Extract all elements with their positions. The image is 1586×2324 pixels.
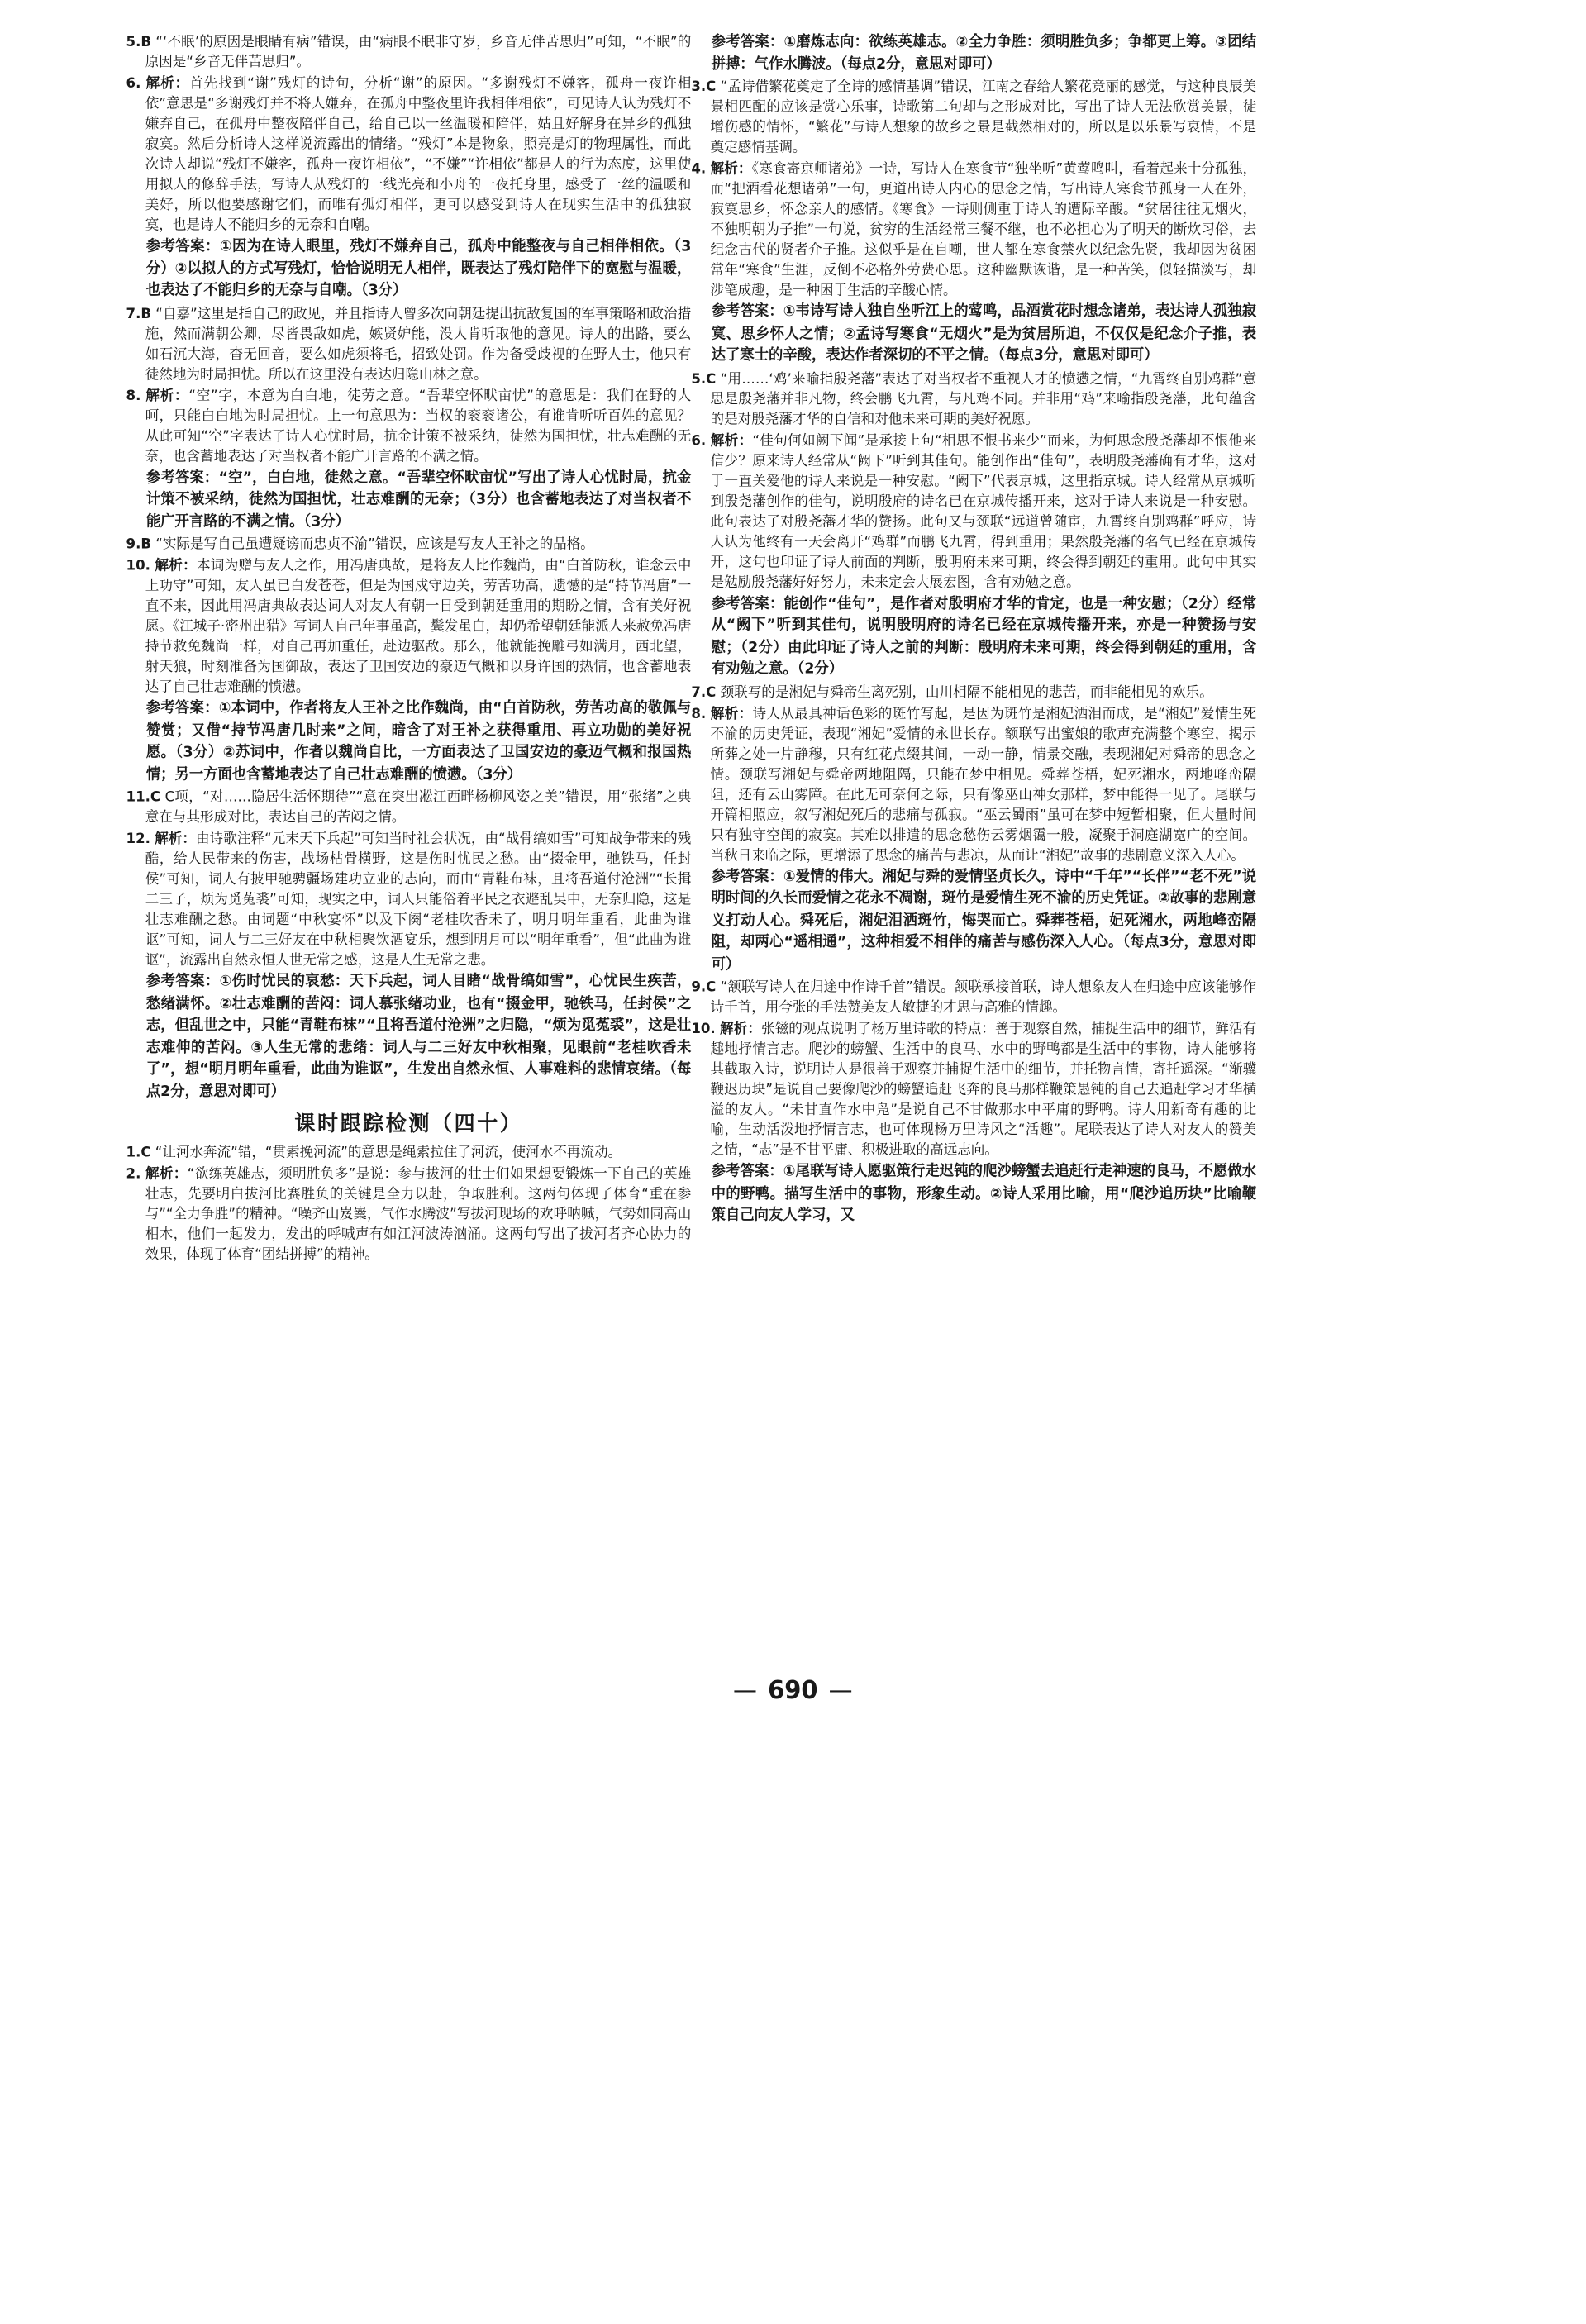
- question-item: [691, 430, 1256, 592]
- question-item: [691, 977, 1256, 1017]
- item-text: ①因为在诗人眼里，残灯不嫌弃自己，孤舟中能整夜与自己相伴相依。（3分）②以拟人的方式写残灯，恰恰说明无人相伴，既表达了残灯陪伴下的宽慰与温暖，也表达了不能归乡的无奈与自嘲。（3分）: [145, 238, 692, 299]
- item-label: 参考答案：: [711, 868, 783, 885]
- section-title: 课时跟踪检测（四十）: [294, 1112, 523, 1136]
- reference-answer: [126, 971, 692, 1102]
- item-label: 解析：: [710, 704, 753, 721]
- item-label: 解析：: [155, 556, 198, 574]
- item-number: 12.: [126, 829, 150, 847]
- item-number: 7.B: [126, 303, 151, 321]
- question-item: [126, 555, 692, 697]
- item-text: “让河水奔流”错，“贯索挽河流”的意思是绳索拉住了河流，使河水不再流动。: [155, 1143, 622, 1160]
- dash-decoration: —: [733, 1677, 757, 1706]
- item-text: ①磨炼志向：欲练英雄志。②全力争胜：须明胜负多；争都更上筹。③团结拼搏：气作水腾波。（每点2分，意思对即可）: [711, 33, 1257, 73]
- question-item: [126, 303, 692, 384]
- item-number: 2.: [126, 1164, 141, 1182]
- question-item: [126, 828, 692, 969]
- item-text: 诗人从最具神话色彩的斑竹写起，是因为斑竹是湘妃洒泪而成，是“湘妃”爱情生死不渝的历史凭证，表现“湘妃”爱情的永世长存。额联写出蜜娘的歌声充满整个寒空，揭示所葬之处一片静穆，只有红花点缀其间，一动一静，情景交融，表现湘妃对舜帝的思念之情。颈联写湘妃与舜帝两地阻隔，只能在梦中相见。舜葬苍梧，妃死湘水，两地峰峦隔阻，还有云山雾障。在此无可奈何之际，只有像巫山神女那样，梦中能得一见了。尾联与开篇相照应，叙写湘妃死后的悲痛与孤寂。“巫云蜀雨”虽可在梦中短暂相聚，但大量时间只有独守空闺的寂寞。其难以排遣的思念愁伤云雾烟霭一般，凝聚于洞庭湖宽广的空间。当秋日来临之际，更增添了思念的痛苦与悲凉，从而让“湘妃”故事的悲剧意义深入人心。: [710, 704, 1257, 863]
- item-number: 11.C: [126, 788, 161, 805]
- item-number: 7.C: [691, 683, 717, 700]
- item-text: ①尾联写诗人愿驱策行走迟钝的爬沙螃蟹去追赶行走神速的良马，不愿做水中的野鸭。描写生活中的事物，形象生动。②诗人采用比喻，用“爬沙追历块”比喻鞭策自己向友人学习，又: [711, 1163, 1257, 1225]
- question-item: [691, 703, 1256, 865]
- item-label: 解析：: [145, 1164, 188, 1182]
- item-number: 3.C: [691, 77, 717, 95]
- item-text: ①本词中，作者将友人王补之比作魏尚，由“白首防秋，劳苦功高的敬佩与赞赏；又借“持节冯唐几时来”之问，暗含了对王补之获得重用、再立功勋的美好祝愿。（3分）②苏词中，作者以魏尚自比，一方面表达了卫国安边的豪迈气概和报国热情；另一方面也含蓄地表达了自己壮志难酬的愤懑。（3分）: [145, 700, 692, 783]
- item-text: 能创作“佳句”，是作者对殷明府才华的肯定，也是一种安慰；（2分）经常从“阙下”听到其佳句，说明殷明府的诗名已经在京城传播开来，亦是一种赞扬与安慰；（2分）由此印证了诗人之前的判断：殷明府未来可期，终会得到朝廷的重用，含有劝勉之意。（2分）: [711, 595, 1257, 679]
- item-text: 颈联写的是湘妃与舜帝生离死别，山川相隔不能相见的悲苦，而非能相见的欢乐。: [720, 683, 1213, 700]
- question-item: [126, 1164, 692, 1264]
- item-label: 参考答案：: [711, 1163, 783, 1180]
- reference-answer: [691, 301, 1256, 367]
- reference-answer: [126, 236, 692, 302]
- question-item: [126, 787, 692, 827]
- reference-answer: [691, 593, 1256, 680]
- item-text: ①伤时忧民的哀愁：天下兵起，词人目睹“战骨缟如雪”，心忧民生疾苦，愁绪满怀。②壮志难酬的苦闷：词人慕张绪功业，也有“掇金甲，驰铁马，任封侯”之志，但乱世之中，只能“青鞋布袜”“且将吾道付沧洲”之归隐，“烦为觅菟裘”，这是壮志难伸的苦闷。③人生无常的悲绪：词人与二三好友中秋相聚，见眼前“老桂吹香未了”，想“明月明年重看，此曲为谁讴”，生发出自然永恒、人事难料的悲情哀绪。（每点2分，意思对即可）: [145, 973, 692, 1100]
- item-text: 张镃的观点说明了杨万里诗歌的特点：善于观察自然，捕捉生活中的细节，鲜活有趣地抒情言志。爬沙的螃蟹、生活中的良马、水中的野鸭都是生活中的事物，诗人能够将其截取入诗，说明诗人是很善于观察并捕捉生活中的细节，并托物言情，寄托遥深。“渐骥鞭迟历块”是说自己要像爬沙的螃蟹追赶飞奔的良马那样鞭策愚钝的自己去追赶学习才华横溢的友人。“未甘直作水中凫”是说自己不甘做那水中平庸的野鸭。诗人用新奇有趣的比喻，生动活泼地抒情言志，也可体现杨万里诗风之“活趣”。尾联表达了诗人对友人的赞美之情，“志”是不甘平庸、积极进取的高远志向。: [710, 1019, 1257, 1158]
- question-item: [126, 534, 692, 554]
- item-number: 6.: [691, 431, 707, 448]
- question-item: [126, 73, 692, 235]
- page-number-text: 690: [768, 1677, 818, 1706]
- item-text: “‘不眠’的原因是眼睛有病”错误，由“病眼不眠非守岁，乡音无伴苦思归”可知，“不眠”的原因是“乡音无伴苦思归”。: [145, 32, 692, 70]
- question-item: [691, 682, 1256, 702]
- item-number: 5.B: [126, 32, 151, 50]
- item-label: 解析：: [145, 386, 189, 403]
- item-label: 解析：: [710, 431, 753, 448]
- item-label: 参考答案：: [711, 303, 783, 321]
- question-item: [691, 1018, 1256, 1160]
- reference-answer: [126, 467, 692, 533]
- item-number: 1.C: [126, 1143, 151, 1160]
- item-text: “空”字，本意为白白地，徒劳之意。“吾辈空怀畎亩忧”的意思是：我们在野的人呵，只能白白地为时局担忧。上一句意思为：当权的衮衮诸公，有谁肯听听百姓的意见？从此可知“空”字表达了诗人心忧时局，抗金计策不被采纳，徒然为国担忧，壮志难酬的无奈，也含蓄地表达了对当权者不能广开言路的不满之情。: [145, 386, 692, 464]
- item-text: “佳句何如阙下闻”是承接上句“相思不恨书来少”而来，为何思念殷尧藩却不恨他来信少？原来诗人经常从“阙下”听到其佳句。能创作出“佳句”，表明殷尧藩确有才华，这对于一直关爱他的诗人来说是一种安慰。“阙下”代表京城，这里指京城。诗人经常从京城听到殷尧藩创作的佳句，说明殷府的诗名已在京城传播开来，这对于诗人来说是一种安慰。此句表达了对殷尧藩才华的赞扬。此句又与颈联“远道曾随宦，九霄终自别鸡群”呼应，诗人认为他终有一天会离开“鸡群”而鹏飞九霄，得到重用；果然殷尧藩的名气已经在京城传开，这句也印证了诗人前面的判断，殷明府未来可期，终会得到朝廷的重用。此句中其实是勉励殷尧藩好好努力，未来定会大展宏图，含有劝勉之意。: [710, 431, 1257, 590]
- item-label: 参考答案：: [145, 973, 220, 991]
- item-number: 8.: [126, 386, 141, 403]
- item-label: 解析：: [155, 829, 197, 847]
- item-text: “孟诗借繁花奠定了全诗的感情基调”错误，江南之春给人繁花竞丽的感觉，与这种良辰美景相匹配的应该是赏心乐事，诗歌第二句却与之形成对比，写出了诗人无法欣赏美景，徒增伤感的情怀，“繁花”与诗人想象的故乡之景是截然相对的，所以是以乐景写哀情，不是奠定感情基调。: [710, 77, 1257, 155]
- item-number: 9.C: [691, 978, 717, 995]
- item-text: 本词为赠与友人之作，用冯唐典故，是将友人比作魏尚，由“白首防秋，谁念云中上功守”可知，友人虽已白发苍苍，但是为国戍守边关，劳苦功高，遗憾的是“持节冯唐”一直不来，因此用冯唐典故表达词人对友人有朝一日受到朝廷重用的期盼之情，含有美好祝愿。《江城子·密州出猎》写词人自己年事虽高，鬓发虽白，却仍希望朝廷能派人来赦免冯唐持节救免魏尚一样，对自己再加重任，赴边驱敌。那么，他就能挽雕弓如满月，西北望，射天狼，时刻准备为国御敌，表达了卫国安边的豪迈气概和以身许国的热情，也含蓄地表达了自己壮志难酬的愤懑。: [145, 556, 692, 695]
- item-number: 5.C: [691, 369, 717, 387]
- item-number: 6.: [126, 74, 141, 92]
- item-label: 参考答案：: [711, 33, 784, 51]
- item-text: 由诗歌注释“元末天下兵起”可知当时社会状况，由“战骨缟如雪”可知战争带来的残酷，给人民带来的伤害，战场枯骨横野，这是伤时忧民之愁。由“掇金甲，驰铁马，任封侯”可知，词人有披甲驰骋疆场建功立业的志向，而由“青鞋布袜，且将吾道付沧洲”“长揖二三子，烦为觅菟裘”可知，现实之中，词人只能俗着平民之衣避乱吴中，无奈归隐，这是壮志难酬之愁。由词题“中秋宴怀”以及下阕“老桂吹香未了，明月明年重看，此曲为谁讴”可知，词人与二三好友在中秋相聚饮酒宴乐，想到明月可以“明年重看”，但“此曲为谁讴”，流露出自然永恒人世无常之感，这是人生无常之悲。: [145, 829, 692, 968]
- item-text: “实际是写自己虽遭疑谤而忠贞不渝”错误，应该是写友人王补之的品格。: [155, 535, 594, 552]
- question-item: [691, 159, 1256, 300]
- right-column: [691, 31, 1256, 1228]
- question-item: [126, 385, 692, 466]
- item-number: 10.: [126, 556, 150, 574]
- question-item: [126, 31, 692, 72]
- item-text: “欲练英雄志，须明胜负多”是说：参与拔河的壮士们如果想要锻炼一下自己的英雄壮志，先要明白拔河比赛胜负的关键是全力以赴，争取胜利。这两句体现了体育“重在参与”“全力争胜”的精神。“噪齐山岌嶪，气作水腾波”写拔河现场的欢呼呐喊，气势如同高山相木，他们一起发力，发出的呼喊声有如江河波涛汹涌。这两句写出了拔河者齐心协力的效果，体现了体育“团结拼搏”的精神。: [145, 1164, 692, 1263]
- reference-answer: [691, 866, 1256, 976]
- reference-answer: [691, 31, 1256, 75]
- item-number: 4.: [691, 160, 707, 177]
- item-label: 参考答案：: [145, 700, 219, 717]
- question-item: [126, 1142, 692, 1162]
- item-label: 解析：: [720, 1019, 761, 1036]
- item-text: “用……‘鸡’来喻指殷尧藩”表达了对当权者不重视人才的愤懑之情，“九霄终自别鸡群”意思是殷尧藩并非凡物，终会鹏飞九霄，与凡鸡不同。并非用“鸡”来喻指殷尧藩，此句蕴含的是对殷尧藩才华的自信和对他未来可期的美好祝愿。: [710, 369, 1257, 427]
- item-text: ①韦诗写诗人独自坐听江上的莺鸣，品酒赏花时想念诸弟，表达诗人孤独寂寞、思乡怀人之情；②孟诗写寒食“无烟火”是为贫居所迫，不仅仅是纪念介子推，表达了寒士的辛酸，表达作者深切的不平之情。（每点3分，意思对即可）: [711, 303, 1257, 364]
- item-number: 9.B: [126, 535, 151, 552]
- left-column: [126, 31, 692, 1265]
- question-item: [691, 76, 1256, 157]
- item-text: ①爱情的伟大。湘妃与舜的爱情坚贞长久，诗中“千年”“长伴”“老不死”说明时间的久长而爱情之花永不凋谢，斑竹是爱情生死不渝的历史凭证。②故事的悲剧意义打动人心。舜死后，湘妃泪洒斑竹，悔哭而亡。舜葬苍梧，妃死湘水，两地峰峦隔阻，却两心“遥相通”，这种相爱不相伴的痛苦与感伤深入人心。（每点3分，意思对即可）: [711, 868, 1257, 974]
- item-text: “颔联写诗人在归途中作诗千首”错误。颔联承接首联，诗人想象友人在归途中应该能够作诗千首，用夸张的手法赞美友人敏捷的才思与高雅的情趣。: [710, 978, 1257, 1016]
- item-label: 解析：: [710, 160, 752, 177]
- question-item: [691, 368, 1256, 428]
- item-label: 参考答案：: [145, 469, 219, 487]
- item-label: 参考答案：: [711, 595, 784, 612]
- item-text: 《寒食寄京师诸弟》一诗，写诗人在寒食节“独坐听”黄莺鸣叫，看着起来十分孤独，而“把酒看花想诸弟”一句，更道出诗人内心的思念之情，写出诗人寒食节孤身一人在外，寂寞思乡，怀念亲人的感情。《寒食》一诗则侧重于诗人的遭际辛酸。“贫居往往无烟火，不独明朝为子推”一句说，贫穷的生活经常三餐不继，也不必担心为了明天的断炊习俗，去纪念古代的贤者介子推。这似乎是在自嘲，世人都在寒食禁火以纪念先贤，我却因为贫困常年“寒食”生涯，反倒不必格外劳费心思。这种幽默诙谐，是一种苦笑，似轻描淡写，却涉笔成趣，是一种困于生活的辛酸心情。: [710, 160, 1257, 298]
- item-text: “空”，白白地，徒然之意。“吾辈空怀畎亩忧”写出了诗人心忧时局，抗金计策不被采纳，徒然为国担忧，壮志难酬的无奈；（3分）也含蓄地表达了对当权者不能广开言路的不满之情。（3分）: [145, 469, 692, 531]
- item-text: 首先找到“谢”残灯的诗句，分析“谢”的原因。“多谢残灯不嫌客，孤舟一夜许相依”意思是“多谢残灯并不将人嫌弃，在孤舟中整夜里许我相伴相依”，可见诗人认为残灯不嫌弃自己，在孤舟中整夜陪伴自己，给自己以一丝温暖和陪伴，姑且好解身在异乡的孤独寂寞。然后分析诗人这样说流露出的情绪。“残灯”本是物象，照亮是灯的物理属性，而此次诗人却说“残灯不嫌客，孤舟一夜许相依”，“不嫌”“许相依”都是人的行为态度，这里使用拟人的修辞手法，写诗人从残灯的一线光亮和小舟的一夜托身里，感受了一丝的温暖和美好，所以他要感谢它们，而唯有孤灯相伴，更可以感受到诗人在现实生活中的孤独寂寞，也是诗人不能归乡的无奈和自嘲。: [145, 74, 692, 233]
- page-number: [0, 1677, 1586, 1705]
- item-label: 解析：: [145, 74, 190, 92]
- reference-answer: [691, 1161, 1256, 1227]
- item-text: “自嘉”这里是指自己的政见，并且指诗人曾多次向朝廷提出抗敌复国的军事策略和政治措施，然而满朝公卿，尽皆畏敌如虎，嫉贤妒能，没人肯听取他的意见。诗人的出路，要么如石沉大海，杳无回音，要么如虎须将毛，招致处罚。作为备受歧视的在野人士，他只有徒然地为时局担忧。所以在这里没有表达归隐山林之意。: [145, 303, 692, 382]
- item-number: 10.: [691, 1019, 716, 1036]
- dash-decoration: —: [828, 1677, 853, 1706]
- item-label: 参考答案：: [145, 238, 220, 255]
- item-text: C项，“对……隐居生活怀期待”“意在突出凇江西畔杨柳风姿之美”错误，用“张绪”之典意在与其形成对比，表达自己的苦闷之情。: [145, 788, 692, 826]
- reference-answer: [126, 698, 692, 786]
- item-number: 8.: [691, 704, 707, 721]
